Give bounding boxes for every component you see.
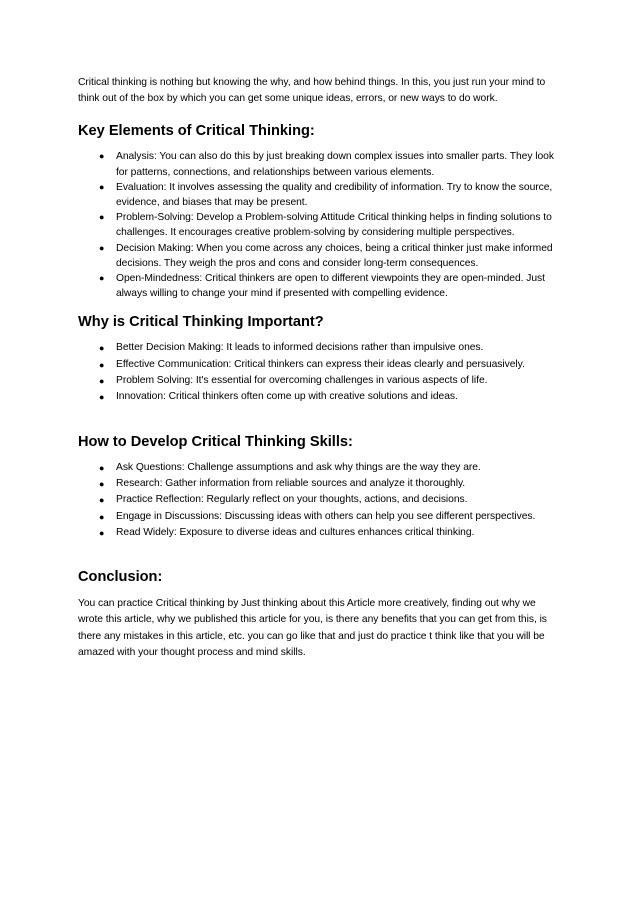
bullet-icon: ● — [99, 212, 105, 223]
list-item — [78, 271, 563, 301]
list-item-text: Practice Reflection: Regularly reflect on your thoughts, actions, and decisions. — [116, 494, 468, 506]
list-item — [78, 492, 563, 508]
list-item-text: Effective Communication: Critical thinkers can express their ideas clearly and persuasively. — [116, 358, 525, 370]
list-item — [78, 210, 563, 240]
list-item-text: Engage in Discussions: Discussing ideas with others can help you see different perspectives. — [116, 510, 536, 522]
list-item — [78, 373, 563, 389]
list-item-text: Open-Mindedness: Critical thinkers are open to different viewpoints they are open-minded. Just always willing to change your mind if presented with compelling evidence. — [116, 273, 545, 300]
conclusion-paragraph: You can practice Critical thinking by Just thinking about this Article more creatively, finding out why we wrote this article, why we published this article for you, is there any benefits that you can get from this, is there any mistakes in this article, etc. you can go like that and just do practice t think like that you will be amazed with your thought process and mind skills. — [78, 598, 547, 658]
list-item — [78, 460, 563, 476]
list-item-text: Evaluation: It involves assessing the quality and credibility of information. Try to know the source, evidence, and biases that may be present. — [116, 181, 553, 209]
heading-why-important: Why is Critical Thinking Important? — [78, 314, 324, 331]
list-item — [78, 340, 563, 356]
bullet-icon: ● — [99, 511, 105, 522]
bullet-icon: ● — [99, 359, 105, 370]
heading-how-to-develop: How to Develop Critical Thinking Skills: — [78, 433, 353, 450]
list-item — [78, 241, 563, 271]
list-item — [78, 509, 563, 525]
list-item-text: Read Widely: Exposure to diverse ideas and cultures enhances critical thinking. — [116, 526, 475, 538]
list-item — [78, 180, 563, 210]
bullet-icon: ● — [99, 151, 105, 162]
list-item-text: Analysis: You can also do this by just breaking down complex issues into smaller parts. They look for patterns, connections, and relationships between various elements. — [116, 151, 554, 178]
bullet-icon: ● — [99, 273, 105, 284]
list-key-elements — [78, 149, 563, 301]
heading-conclusion: Conclusion: — [78, 569, 163, 586]
list-item-text: Problem Solving: It's essential for overcoming challenges in various aspects of life. — [116, 375, 488, 387]
list-item-text: Decision Making: When you come across any choices, being a critical thinker just make informed decisions. They weigh the pros and cons and consider long-term consequences. — [116, 242, 553, 269]
intro-paragraph: Critical thinking is nothing but knowing the why, and how behind things. In this, you just run your mind to think out of the box by which you can get some unique ideas, errors, or new ways to do work. — [78, 77, 546, 105]
bullet-icon: ● — [99, 343, 105, 354]
list-item — [78, 149, 563, 179]
bullet-icon: ● — [99, 181, 105, 192]
list-item-text: Ask Questions: Challenge assumptions and ask why things are the way they are. — [116, 461, 481, 473]
bullet-icon: ● — [99, 462, 105, 473]
bullet-icon: ● — [99, 242, 105, 253]
list-item — [78, 357, 563, 373]
list-item — [78, 389, 563, 405]
bullet-icon: ● — [99, 527, 105, 538]
bullet-icon: ● — [99, 478, 105, 489]
list-item — [78, 525, 563, 541]
list-how-to-develop — [78, 460, 563, 541]
list-item-text: Research: Gather information from reliable sources and analyze it thoroughly. — [116, 477, 466, 489]
list-item — [78, 476, 563, 492]
heading-key-elements: Key Elements of Critical Thinking: — [78, 123, 315, 140]
bullet-icon: ● — [99, 495, 105, 506]
document-content — [78, 75, 563, 661]
list-item-text: Innovation: Critical thinkers often come up with creative solutions and ideas. — [116, 391, 458, 403]
list-why-important — [78, 340, 563, 405]
bullet-icon: ● — [99, 376, 105, 387]
bullet-icon: ● — [99, 392, 105, 403]
list-item-text: Better Decision Making: It leads to informed decisions rather than impulsive ones. — [116, 342, 484, 354]
list-item-text: Problem-Solving: Develop a Problem-solving Attitude Critical thinking helps in finding solutions to challenges. It encourages creative problem-solving by considering multiple perspectives. — [116, 212, 552, 239]
